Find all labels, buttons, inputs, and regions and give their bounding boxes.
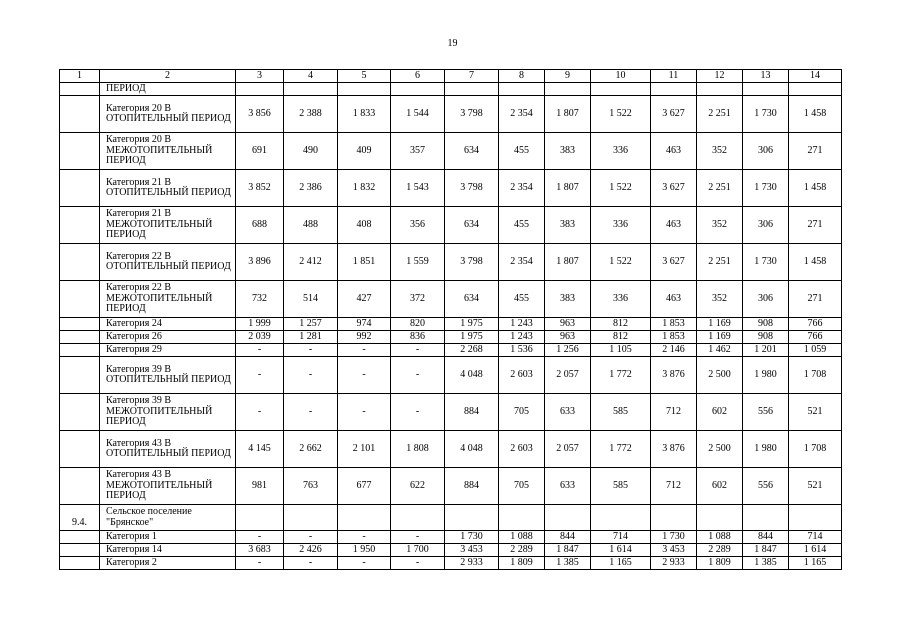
value-cell: 2 101 (338, 431, 391, 468)
value-cell: 2 039 (236, 331, 284, 344)
value-cell: - (284, 357, 338, 394)
value-cell: - (284, 531, 338, 544)
value-cell: - (338, 357, 391, 394)
row-name-cell: Категория 43 В ОТОПИТЕЛЬНЫЙ ПЕРИОД (100, 431, 236, 468)
value-cell: 1 257 (284, 318, 338, 331)
value-cell: 2 057 (545, 431, 591, 468)
value-cell: 463 (651, 133, 697, 170)
column-header: 2 (100, 70, 236, 83)
value-cell: 1 462 (697, 344, 743, 357)
value-cell: 3 453 (445, 544, 499, 557)
value-cell (391, 505, 445, 531)
value-cell: 2 057 (545, 357, 591, 394)
value-cell: 463 (651, 207, 697, 244)
value-cell: - (391, 531, 445, 544)
value-cell: 1 165 (789, 557, 842, 570)
value-cell: 1 243 (499, 318, 545, 331)
value-cell: 963 (545, 331, 591, 344)
value-cell (499, 505, 545, 531)
value-cell: 633 (545, 468, 591, 505)
row-name-cell: Категория 22 В МЕЖОТОПИТЕЛЬНЫЙ ПЕРИОД (100, 281, 236, 318)
value-cell: - (236, 531, 284, 544)
value-cell (445, 505, 499, 531)
table-body (60, 70, 842, 570)
value-cell: 1 559 (391, 244, 445, 281)
value-cell: 1 853 (651, 331, 697, 344)
table-row (60, 505, 842, 531)
row-number-cell (60, 357, 100, 394)
table-row (60, 207, 842, 244)
value-cell: 1 458 (789, 170, 842, 207)
value-cell: 488 (284, 207, 338, 244)
value-cell: - (236, 357, 284, 394)
value-cell: 1 522 (591, 96, 651, 133)
value-cell: 1 772 (591, 357, 651, 394)
value-cell: 1 807 (545, 96, 591, 133)
tariff-table (59, 69, 842, 570)
value-cell: 336 (591, 133, 651, 170)
value-cell: 306 (743, 207, 789, 244)
value-cell: 1 975 (445, 331, 499, 344)
value-cell: 963 (545, 318, 591, 331)
value-cell: 1 458 (789, 96, 842, 133)
value-cell: 556 (743, 468, 789, 505)
value-cell: 1 165 (591, 557, 651, 570)
value-cell: 3 627 (651, 96, 697, 133)
value-cell: 3 852 (236, 170, 284, 207)
value-cell: - (284, 557, 338, 570)
value-cell: 271 (789, 207, 842, 244)
value-cell: 992 (338, 331, 391, 344)
value-cell: - (236, 557, 284, 570)
value-cell (789, 83, 842, 96)
value-cell: 4 048 (445, 357, 499, 394)
table-row (60, 96, 842, 133)
value-cell: 633 (545, 394, 591, 431)
value-cell (284, 83, 338, 96)
value-cell: 2 354 (499, 96, 545, 133)
value-cell: 2 500 (697, 357, 743, 394)
value-cell: 1 833 (338, 96, 391, 133)
value-cell: 602 (697, 394, 743, 431)
value-cell: 812 (591, 331, 651, 344)
value-cell: 1 809 (697, 557, 743, 570)
row-number-cell (60, 544, 100, 557)
column-header: 12 (697, 70, 743, 83)
value-cell: 336 (591, 281, 651, 318)
value-cell: 1 808 (391, 431, 445, 468)
table-row (60, 394, 842, 431)
value-cell: 383 (545, 133, 591, 170)
table-row (60, 544, 842, 557)
value-cell: 763 (284, 468, 338, 505)
value-cell: 1 614 (591, 544, 651, 557)
row-number-cell (60, 133, 100, 170)
value-cell: - (391, 557, 445, 570)
row-number-cell (60, 244, 100, 281)
value-cell: 3 876 (651, 357, 697, 394)
value-cell: 352 (697, 207, 743, 244)
value-cell (338, 83, 391, 96)
row-name-cell: Категория 2 (100, 557, 236, 570)
value-cell: 1 700 (391, 544, 445, 557)
table-row (60, 331, 842, 344)
value-cell (697, 505, 743, 531)
value-cell: 1 975 (445, 318, 499, 331)
value-cell (545, 505, 591, 531)
row-number-cell (60, 344, 100, 357)
value-cell: 2 500 (697, 431, 743, 468)
table-row (60, 468, 842, 505)
value-cell: 705 (499, 468, 545, 505)
value-cell: 585 (591, 468, 651, 505)
value-cell: - (391, 394, 445, 431)
value-cell: 712 (651, 394, 697, 431)
value-cell: 1 730 (743, 244, 789, 281)
value-cell: 3 453 (651, 544, 697, 557)
value-cell: 1 832 (338, 170, 391, 207)
value-cell: 383 (545, 207, 591, 244)
value-cell: 357 (391, 133, 445, 170)
column-header: 5 (338, 70, 391, 83)
value-cell: 409 (338, 133, 391, 170)
value-cell: 2 268 (445, 344, 499, 357)
value-cell: 3 627 (651, 244, 697, 281)
value-cell (697, 83, 743, 96)
value-cell: 602 (697, 468, 743, 505)
value-cell: 1 385 (743, 557, 789, 570)
value-cell: - (391, 357, 445, 394)
value-cell: 4 145 (236, 431, 284, 468)
row-number-cell: 9.4. (60, 505, 100, 531)
value-cell: 974 (338, 318, 391, 331)
column-header: 13 (743, 70, 789, 83)
value-cell: - (391, 344, 445, 357)
value-cell: 1 543 (391, 170, 445, 207)
value-cell: 306 (743, 133, 789, 170)
value-cell: 427 (338, 281, 391, 318)
value-cell: 3 876 (651, 431, 697, 468)
value-cell: 356 (391, 207, 445, 244)
value-cell: - (284, 344, 338, 357)
table-row (60, 344, 842, 357)
value-cell: 1 847 (545, 544, 591, 557)
value-cell: 836 (391, 331, 445, 344)
column-header: 8 (499, 70, 545, 83)
row-number-cell (60, 96, 100, 133)
value-cell: 622 (391, 468, 445, 505)
value-cell: 3 798 (445, 170, 499, 207)
row-name-cell: Сельское поселение "Брянское" (100, 505, 236, 531)
value-cell: 634 (445, 133, 499, 170)
row-name-cell: Категория 43 В МЕЖОТОПИТЕЛЬНЫЙ ПЕРИОД (100, 468, 236, 505)
value-cell: 1 950 (338, 544, 391, 557)
row-number-cell (60, 207, 100, 244)
value-cell: 2 933 (651, 557, 697, 570)
table-row (60, 557, 842, 570)
value-cell: 908 (743, 318, 789, 331)
row-name-cell: Категория 39 В ОТОПИТЕЛЬНЫЙ ПЕРИОД (100, 357, 236, 394)
column-header: 7 (445, 70, 499, 83)
row-name-cell: Категория 26 (100, 331, 236, 344)
row-number-cell (60, 468, 100, 505)
value-cell (591, 83, 651, 96)
value-cell (499, 83, 545, 96)
value-cell: 271 (789, 133, 842, 170)
value-cell: 271 (789, 281, 842, 318)
value-cell: 2 412 (284, 244, 338, 281)
page-number: 19 (447, 38, 458, 49)
value-cell: 634 (445, 207, 499, 244)
value-cell: 1 458 (789, 244, 842, 281)
value-cell: 4 048 (445, 431, 499, 468)
row-name-cell: Категория 1 (100, 531, 236, 544)
value-cell: 766 (789, 331, 842, 344)
value-cell (591, 505, 651, 531)
row-name-cell: Категория 24 (100, 318, 236, 331)
value-cell: 884 (445, 468, 499, 505)
column-header: 9 (545, 70, 591, 83)
value-cell: 1 853 (651, 318, 697, 331)
column-header: 14 (789, 70, 842, 83)
value-cell: 1 807 (545, 244, 591, 281)
value-cell: 1 708 (789, 431, 842, 468)
table-row (60, 357, 842, 394)
column-header: 3 (236, 70, 284, 83)
value-cell: 1 772 (591, 431, 651, 468)
value-cell: 3 798 (445, 96, 499, 133)
value-cell (391, 83, 445, 96)
row-number-cell (60, 83, 100, 96)
column-header: 1 (60, 70, 100, 83)
value-cell: 2 386 (284, 170, 338, 207)
value-cell: 455 (499, 281, 545, 318)
table-row (60, 281, 842, 318)
value-cell: 1 088 (499, 531, 545, 544)
table-row (60, 244, 842, 281)
value-cell: 1 522 (591, 244, 651, 281)
value-cell: 1 980 (743, 431, 789, 468)
value-cell: 812 (591, 318, 651, 331)
row-name-cell: ПЕРИОД (100, 83, 236, 96)
value-cell: 844 (545, 531, 591, 544)
value-cell: 372 (391, 281, 445, 318)
value-cell: 1 708 (789, 357, 842, 394)
value-cell: 2 146 (651, 344, 697, 357)
value-cell: 521 (789, 394, 842, 431)
value-cell: 408 (338, 207, 391, 244)
row-name-cell: Категория 21 В ОТОПИТЕЛЬНЫЙ ПЕРИОД (100, 170, 236, 207)
value-cell: 306 (743, 281, 789, 318)
value-cell: 714 (789, 531, 842, 544)
value-cell: 521 (789, 468, 842, 505)
value-cell (743, 505, 789, 531)
value-cell: 1 847 (743, 544, 789, 557)
value-cell: - (338, 531, 391, 544)
value-cell: - (236, 344, 284, 357)
row-name-cell: Категория 39 В МЕЖОТОПИТЕЛЬНЫЙ ПЕРИОД (100, 394, 236, 431)
row-number-cell (60, 170, 100, 207)
value-cell: 2 289 (697, 544, 743, 557)
value-cell: - (338, 557, 391, 570)
row-number-cell (60, 318, 100, 331)
value-cell: 2 603 (499, 357, 545, 394)
value-cell: 2 251 (697, 244, 743, 281)
value-cell: 1 088 (697, 531, 743, 544)
value-cell: 2 251 (697, 170, 743, 207)
value-cell: 2 388 (284, 96, 338, 133)
value-cell (545, 83, 591, 96)
value-cell: 712 (651, 468, 697, 505)
value-cell: 2 251 (697, 96, 743, 133)
value-cell: 2 603 (499, 431, 545, 468)
value-cell: 908 (743, 331, 789, 344)
value-cell: 2 933 (445, 557, 499, 570)
row-number-cell (60, 331, 100, 344)
value-cell: 1 980 (743, 357, 789, 394)
value-cell: 1 536 (499, 344, 545, 357)
value-cell: 352 (697, 133, 743, 170)
value-cell: 2 426 (284, 544, 338, 557)
value-cell (338, 505, 391, 531)
value-cell: 981 (236, 468, 284, 505)
row-number-cell (60, 557, 100, 570)
value-cell: 514 (284, 281, 338, 318)
value-cell: 677 (338, 468, 391, 505)
row-name-cell: Категория 20 В МЕЖОТОПИТЕЛЬНЫЙ ПЕРИОД (100, 133, 236, 170)
value-cell: 1 851 (338, 244, 391, 281)
value-cell: 634 (445, 281, 499, 318)
value-cell: 820 (391, 318, 445, 331)
value-cell: 766 (789, 318, 842, 331)
value-cell: - (284, 394, 338, 431)
value-cell: 3 683 (236, 544, 284, 557)
value-cell: 3 896 (236, 244, 284, 281)
value-cell: 1 201 (743, 344, 789, 357)
value-cell: 714 (591, 531, 651, 544)
value-cell: 3 627 (651, 170, 697, 207)
row-name-cell: Категория 29 (100, 344, 236, 357)
column-header: 10 (591, 70, 651, 83)
value-cell: 1 169 (697, 331, 743, 344)
value-cell: 1 544 (391, 96, 445, 133)
column-header: 4 (284, 70, 338, 83)
value-cell: 556 (743, 394, 789, 431)
value-cell: 1 105 (591, 344, 651, 357)
value-cell (236, 505, 284, 531)
value-cell: 1 281 (284, 331, 338, 344)
value-cell: 1 059 (789, 344, 842, 357)
value-cell: 1 730 (743, 170, 789, 207)
column-header: 11 (651, 70, 697, 83)
value-cell: - (338, 344, 391, 357)
value-cell: 1 999 (236, 318, 284, 331)
value-cell: 1 614 (789, 544, 842, 557)
row-name-cell: Категория 22 В ОТОПИТЕЛЬНЫЙ ПЕРИОД (100, 244, 236, 281)
value-cell: 705 (499, 394, 545, 431)
value-cell: 2 289 (499, 544, 545, 557)
value-cell: 691 (236, 133, 284, 170)
value-cell: 2 662 (284, 431, 338, 468)
value-cell: - (236, 394, 284, 431)
value-cell: 2 354 (499, 170, 545, 207)
value-cell: 490 (284, 133, 338, 170)
value-cell: 1 243 (499, 331, 545, 344)
value-cell: 585 (591, 394, 651, 431)
value-cell: 884 (445, 394, 499, 431)
row-number-cell (60, 281, 100, 318)
value-cell: - (338, 394, 391, 431)
value-cell: 383 (545, 281, 591, 318)
value-cell: 1 169 (697, 318, 743, 331)
row-number-cell (60, 394, 100, 431)
row-number-cell (60, 531, 100, 544)
value-cell (236, 83, 284, 96)
value-cell: 844 (743, 531, 789, 544)
value-cell: 1 807 (545, 170, 591, 207)
value-cell (445, 83, 499, 96)
table-row (60, 431, 842, 468)
table-row (60, 531, 842, 544)
value-cell (284, 505, 338, 531)
table-row (60, 318, 842, 331)
value-cell: 2 354 (499, 244, 545, 281)
value-cell: 1 730 (743, 96, 789, 133)
value-cell (743, 83, 789, 96)
row-name-cell: Категория 21 В МЕЖОТОПИТЕЛЬНЫЙ ПЕРИОД (100, 207, 236, 244)
value-cell (789, 505, 842, 531)
value-cell: 463 (651, 281, 697, 318)
value-cell: 3 856 (236, 96, 284, 133)
row-name-cell: Категория 20 В ОТОПИТЕЛЬНЫЙ ПЕРИОД (100, 96, 236, 133)
table-row (60, 83, 842, 96)
value-cell: 732 (236, 281, 284, 318)
table-row (60, 170, 842, 207)
value-cell: 1 522 (591, 170, 651, 207)
table-header-row (60, 70, 842, 83)
value-cell (651, 505, 697, 531)
value-cell: 1 256 (545, 344, 591, 357)
value-cell (651, 83, 697, 96)
value-cell: 1 730 (445, 531, 499, 544)
value-cell: 352 (697, 281, 743, 318)
value-cell: 1 385 (545, 557, 591, 570)
value-cell: 455 (499, 133, 545, 170)
value-cell: 1 809 (499, 557, 545, 570)
column-header: 6 (391, 70, 445, 83)
table-row (60, 133, 842, 170)
value-cell: 455 (499, 207, 545, 244)
value-cell: 1 730 (651, 531, 697, 544)
row-name-cell: Категория 14 (100, 544, 236, 557)
value-cell: 3 798 (445, 244, 499, 281)
row-number-cell (60, 431, 100, 468)
value-cell: 688 (236, 207, 284, 244)
value-cell: 336 (591, 207, 651, 244)
